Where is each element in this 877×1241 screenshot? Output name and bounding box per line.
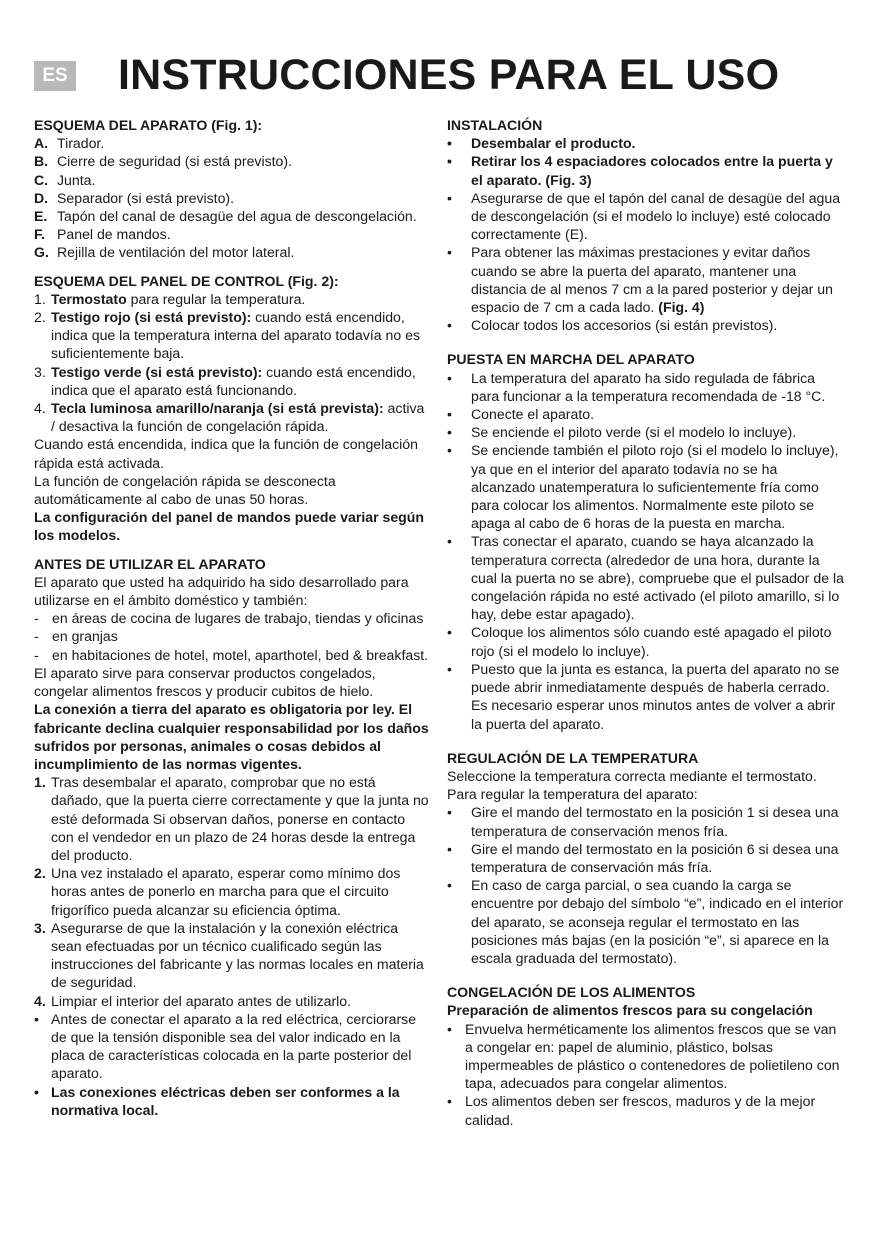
list-item: 4. Tecla luminosa amarillo/naranja (si está prevista): activa / desactiva la función de congelación rápida. xyxy=(34,400,425,435)
list-item: - en granjas xyxy=(34,628,118,645)
list-item: • En caso de carga parcial, o sea cuando la carga se encuentre por debajo del símbolo “e”, indicado en el interior del aparato, se aconseja regular el termostato en las posiciones más bajas (en la posición “e”, si aparece en la escala graduada del termostato). xyxy=(447,877,844,966)
paragraph: El aparato sirve para conservar productos congelados, congelar alimentos frescos y producir cubitos de hielo. xyxy=(34,664,376,700)
paragraph-bold: La configuración del panel de mandos puede variar según los modelos. xyxy=(34,509,425,544)
list-item: • Envuelva herméticamente los alimentos frescos que se van a congelar en: papel de aluminio, plástico, bolsas impermeables de plástico o contenedores de polietileno con tapa, adecuados para congelar alimentos. xyxy=(447,1020,840,1092)
list-item: - en habitaciones de hotel, motel, aparthotel, bed & breakfast. xyxy=(34,646,429,663)
section-title: ANTES DE UTILIZAR EL APARATO xyxy=(34,555,266,572)
paragraph: Cuando está encendida, indica que la función de congelación rápida está activada. xyxy=(34,436,418,471)
section-before-use xyxy=(34,555,430,1119)
list-item: 1. Termostato para regular la temperatura. xyxy=(34,290,306,307)
section-title: REGULACIÓN DE LA TEMPERATURA xyxy=(447,749,699,766)
list-item: • Se enciende el piloto verde (si el modelo lo incluye). xyxy=(447,424,797,441)
list-item: • Gire el mando del termostato en la posición 6 si desea una temperatura de conservación más fría. xyxy=(447,840,839,875)
list-item: 4. Limpiar el interior del aparato antes de utilizarlo. xyxy=(34,992,352,1009)
list-item: B. Cierre de seguridad (si está previsto). xyxy=(34,153,292,170)
list-item: • Los alimentos deben ser frescos, maduros y de la mejor calidad. xyxy=(447,1093,816,1128)
section-appliance-diagram xyxy=(34,116,430,262)
list-item: - en áreas de cocina de lugares de trabajo, tiendas y oficinas xyxy=(34,610,424,627)
list-item: • Antes de conectar el aparato a la red eléctrica, cerciorarse de que la tensión disponible sea del valor indicado en la placa de características colocada en la parte posterior del aparato. xyxy=(34,1010,417,1082)
list-item: • Se enciende también el piloto rojo (si el modelo lo incluye), ya que en el interior del aparato todavía no se ha alcanzado unatemperatura lo suficientemente fría como para colocar los alimentos. Normalmente este piloto se apaga al cabo de 6 horas de la puesta en marcha. xyxy=(447,442,839,532)
list-item: F. Panel de mandos. xyxy=(34,226,171,243)
list-item: • Puesto que la junta es estanca, la puerta del aparato no se puede abrir inmediatamente después de haberla cerrado. Es necesario esperar unos minutos antes de volver a abrir la puerta del aparato. xyxy=(447,660,840,732)
page-header xyxy=(34,52,854,100)
language-badge: ES xyxy=(34,61,76,91)
list-item: • Retirar los 4 espaciadores colocados entre la puerta y el aparato. (Fig. 3) xyxy=(447,153,833,188)
list-item: C. Junta. xyxy=(34,171,96,188)
section-temperature xyxy=(447,749,845,967)
list-item: 1. Tras desembalar el aparato, comprobar que no está dañado, que la puerta cierre correctamente y que la junta no esté deformada Si observan daños, ponerse en contacto con el vendedor en un plazo de 24 horas desde la entrega del producto. xyxy=(34,774,429,863)
list-item: 2. Una vez instalado el aparato, esperar como mínimo dos horas antes de ponerlo en marcha para que el circuito frigorífico pueda alcanzar su eficiencia óptima. xyxy=(34,865,401,918)
right-column xyxy=(447,116,845,1129)
section-control-panel xyxy=(34,272,430,545)
list-item: • Desembalar el producto. xyxy=(447,135,636,152)
section-freezing xyxy=(447,983,845,1129)
paragraph: El aparato que usted ha adquirido ha sido desarrollado para utilizarse en el ámbito doméstico y también: xyxy=(34,573,409,609)
list-item: A. Tirador. xyxy=(34,135,105,152)
list-item: • Las conexiones eléctricas deben ser conformes a la normativa local. xyxy=(34,1083,400,1118)
list-item: 2. Testigo rojo (si está previsto): cuando está encendido, indica que la temperatura interna del aparato todavía no es suficientemente baja. xyxy=(34,309,421,362)
list-item: G. Rejilla de ventilación del motor lateral. xyxy=(34,244,295,261)
list-item: D. Separador (si está previsto). xyxy=(34,189,235,206)
section-title: CONGELACIÓN DE LOS ALIMENTOS xyxy=(447,984,696,1001)
left-column xyxy=(34,116,430,1119)
section-title: ESQUEMA DEL PANEL DE CONTROL (Fig. 2): xyxy=(34,272,339,289)
section-subtitle: Preparación de alimentos frescos para su congelación xyxy=(447,1002,813,1019)
section-title: ESQUEMA DEL APARATO (Fig. 1): xyxy=(34,117,263,133)
list-item: • Coloque los alimentos sólo cuando esté apagado el piloto rojo (si el modelo lo incluye). xyxy=(447,624,832,659)
section-start-up xyxy=(447,350,845,732)
list-item: • Colocar todos los accesorios (si están previstos). xyxy=(447,317,778,334)
section-installation xyxy=(447,116,845,334)
list-item: • Para obtener las máximas prestaciones y evitar daños cuando se abre la puerta del aparato, mantener una distancia de al menos 7 cm a la pared posterior y dejar un espacio de 7 cm a cada lado. (Fig. 4) xyxy=(447,244,833,316)
list-item: • Conecte el aparato. xyxy=(447,406,595,423)
paragraph: Seleccione la temperatura correcta mediante el termostato. xyxy=(447,767,817,784)
list-item: • Asegurarse de que el tapón del canal de desagüe del agua de descongelación (si el modelo lo incluye) esté colocado correctamente (E). xyxy=(447,189,841,243)
list-item: • La temperatura del aparato ha sido regulada de fábrica para funcionar a la temperatura recomendada de -18 °C. xyxy=(447,369,826,404)
list-item: E. Tapón del canal de desagüe del agua de descongelación. xyxy=(34,208,417,225)
paragraph-bold: La conexión a tierra del aparato es obligatoria por ley. El fabricante declina cualquier responsabilidad por los daños sufridos por personas, animales o cosas debidos al incumplimiento de las normas vigentes. xyxy=(34,701,429,772)
paragraph: La función de congelación rápida se desconecta automáticamente al cabo de unas 50 horas. xyxy=(34,472,336,508)
page-title: INSTRUCCIONES PARA EL USO xyxy=(118,51,780,99)
list-item: • Gire el mando del termostato en la posición 1 si desea una temperatura de conservación menos fría. xyxy=(447,804,839,839)
list-item: • Tras conectar el aparato, cuando se haya alcanzado la temperatura correcta (alrededor de una hora, durante la cual la puerta no se abre), compruebe que el pulsador de la congelación rápida no esté activado (el piloto amarillo, si lo hay, debe estar apagado). xyxy=(447,533,844,623)
list-item: 3. Testigo verde (si está previsto): cuando está encendido, indica que el aparato está funcionando. xyxy=(34,363,416,398)
paragraph: Para regular la temperatura del aparato: xyxy=(447,786,698,803)
section-title: INSTALACIÓN xyxy=(447,117,543,133)
list-item: 3. Asegurarse de que la instalación y la conexión eléctrica sean efectuadas por un técnico cualificado según las instrucciones del fabricante y las normas locales en materia de seguridad. xyxy=(34,919,424,991)
section-title: PUESTA EN MARCHA DEL APARATO xyxy=(447,351,695,368)
